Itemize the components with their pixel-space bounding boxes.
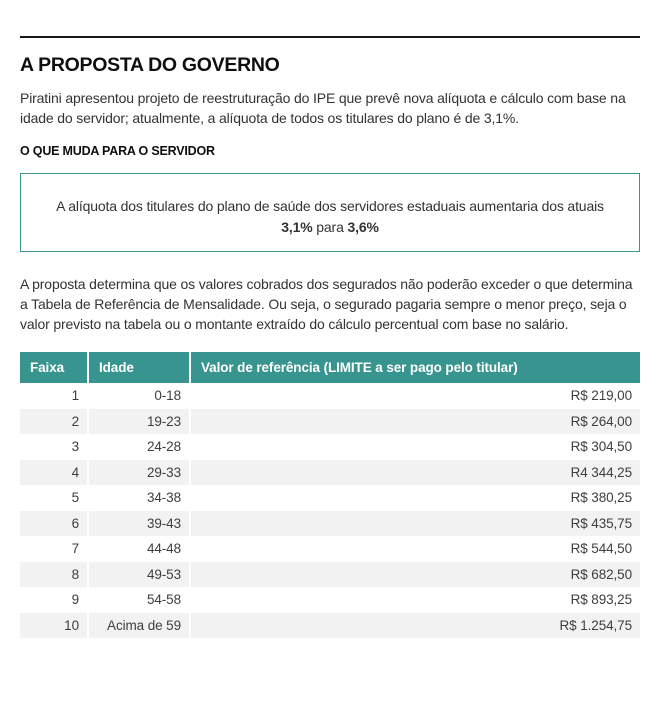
column-header-valor: Valor de referência (LIMITE a ser pago pelo titular) xyxy=(190,352,640,383)
page-title: A PROPOSTA DO GOVERNO xyxy=(20,54,280,76)
cell-idade: Acima de 59 xyxy=(88,613,190,639)
cell-valor: R$ 544,50 xyxy=(190,536,640,562)
highlight-line1: A alíquota dos titulares do plano de saúde dos servidores estaduais aumentaria dos atuais xyxy=(56,198,604,214)
cell-faixa: 4 xyxy=(20,460,88,486)
cell-idade: 39-43 xyxy=(88,511,190,537)
cell-valor: R$ 682,50 xyxy=(190,562,640,588)
cell-valor: R$ 1.254,75 xyxy=(190,613,640,639)
article-content xyxy=(0,36,659,638)
cell-faixa: 2 xyxy=(20,409,88,435)
column-header-faixa: Faixa xyxy=(20,352,88,383)
rate-connector: para xyxy=(312,219,348,235)
cell-faixa: 10 xyxy=(20,613,88,639)
highlight-line2 xyxy=(31,217,629,238)
cell-valor: R4 344,25 xyxy=(190,460,640,486)
cell-valor: R$ 264,00 xyxy=(190,409,640,435)
table-row xyxy=(20,460,640,486)
cell-faixa: 5 xyxy=(71,490,79,506)
cell-valor: R$ 380,25 xyxy=(190,485,640,511)
cell-valor: R$ 219,00 xyxy=(190,383,640,409)
table-row xyxy=(20,536,640,562)
top-divider xyxy=(20,36,640,38)
table-row xyxy=(20,587,640,613)
cell-idade: 29-33 xyxy=(88,460,190,486)
cell-idade: 19-23 xyxy=(88,409,190,435)
reference-table xyxy=(20,352,640,638)
cell-faixa: 7 xyxy=(71,541,79,557)
cell-valor: R$ 304,50 xyxy=(190,434,640,460)
cell-faixa: 6 xyxy=(20,511,88,537)
table-row xyxy=(20,562,640,588)
cell-faixa: 3 xyxy=(71,439,79,455)
cell-idade: 24-28 xyxy=(88,434,190,460)
cell-idade: 44-48 xyxy=(88,536,190,562)
table-row xyxy=(20,613,640,639)
cell-idade: 0-18 xyxy=(88,383,190,409)
cell-idade: 49-53 xyxy=(88,562,190,588)
table-row xyxy=(20,409,640,435)
table-body xyxy=(20,383,640,638)
rate-to-value: 3,6% xyxy=(347,219,379,235)
table-row xyxy=(20,434,640,460)
section-subheading: O QUE MUDA PARA O SERVIDOR xyxy=(20,144,215,158)
cell-faixa: 9 xyxy=(71,592,79,608)
table-row xyxy=(20,383,640,409)
column-header-idade: Idade xyxy=(88,352,190,383)
rate-from-value: 3,1% xyxy=(281,219,313,235)
cell-idade: 54-58 xyxy=(88,587,190,613)
cell-idade: 34-38 xyxy=(88,485,190,511)
highlight-box xyxy=(20,173,640,252)
table-header-row xyxy=(20,352,640,383)
cell-valor: R$ 893,25 xyxy=(190,587,640,613)
explanation-paragraph: A proposta determina que os valores cobrados dos segurados não poderão exceder o que determina a Tabela de Referência de Mensalidade. Ou seja, o segurado pagaria sempre o menor preço, seja o valor previsto na tabela ou o montante extraído do cálculo percentual com base no salário. xyxy=(20,276,633,332)
cell-valor: R$ 435,75 xyxy=(190,511,640,537)
cell-faixa: 8 xyxy=(20,562,88,588)
cell-faixa: 1 xyxy=(71,388,79,404)
table-row xyxy=(20,511,640,537)
intro-paragraph: Piratini apresentou projeto de reestruturação do IPE que prevê nova alíquota e cálculo com base na idade do servidor; atualmente, a alíquota de todos os titulares do plano é de 3,1%. xyxy=(20,90,626,126)
table-row xyxy=(20,485,640,511)
